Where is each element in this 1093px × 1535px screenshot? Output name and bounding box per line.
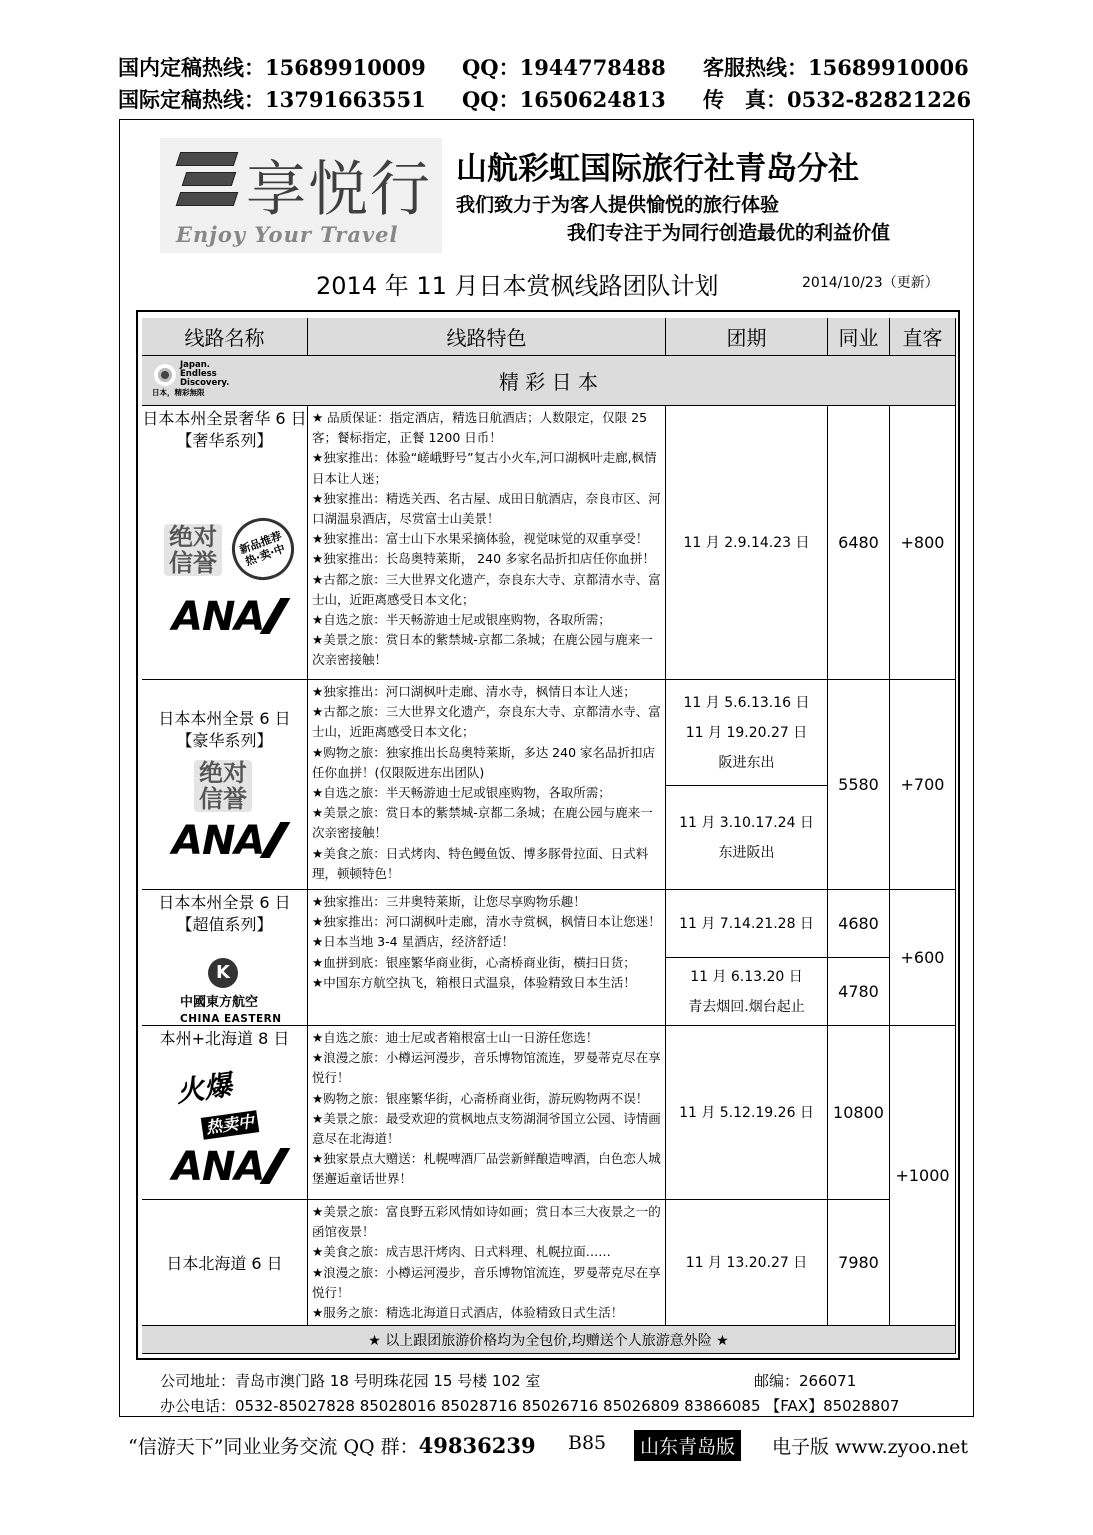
- route-1-name: 日本本州全景奢华 6 日: [142, 409, 307, 428]
- route-1-trade-price: 6480: [828, 406, 890, 680]
- feature-item: ★血拼到底：银座繁华商业街，心斋桥商业街，横扫日货；: [312, 954, 636, 970]
- date-line: 青去烟回.烟台起止: [688, 998, 805, 1015]
- price-note: ★ 以上跟团旅游价格均为全包价,均赠送个人旅游意外险 ★: [142, 1326, 956, 1354]
- slogan-1: 我们致力于为客人提供愉悦的旅行体验: [456, 194, 780, 216]
- header-route-name: 线路名称: [142, 318, 308, 356]
- route-4-5-direct-price: +1000: [890, 1026, 956, 1326]
- header-features: 线路特色: [308, 318, 666, 356]
- feature-item: ★中国东方航空执飞，箱根日式温泉，体验精致日本生活！: [312, 974, 636, 990]
- route-4-name: 本州+北海道 8 日: [159, 1029, 290, 1048]
- date-line: 11 月 19.20.27 日: [685, 724, 808, 741]
- feature-item: ★独家推出：长岛奥特莱斯， 240 多家名品折扣店任你血拼！: [312, 551, 656, 567]
- feature-item: ★美食之旅：成吉思汗烤肉、日式料理、札幌拉面……: [312, 1244, 611, 1260]
- feature-item: ★美景之旅：赏日本的紫禁城-京都二条城；在鹿公园与鹿来一次亲密接触！: [312, 805, 653, 841]
- route-3-features: [308, 890, 666, 1026]
- feature-item: ★日本当地 3-4 星酒店，经济舒适！: [312, 934, 515, 950]
- feature-item: ★美景之旅：富良野五彩风情如诗如画；赏日本三大夜景之一的函馆夜景！: [312, 1204, 661, 1240]
- route-3-name-cell: [142, 890, 308, 1026]
- airline-en: CHINA EASTERN: [180, 1013, 282, 1025]
- hot-sale-badge-sub: 热卖中: [201, 1110, 260, 1140]
- feature-item: ★美景之旅：最受欢迎的赏枫地点支笏湖洞爷国立公园、诗情画意尽在北海道！: [312, 1110, 661, 1147]
- date-line: 阪进东出: [718, 754, 775, 771]
- route-2-name-cell: [142, 680, 308, 890]
- qq-group-label: “信游天下”同业业务交流 QQ 群：: [128, 1436, 419, 1458]
- route-4-dates: 11 月 5.12.19.26 日: [666, 1026, 828, 1200]
- route-table: [136, 310, 960, 1360]
- qq-group-number: 49836239: [418, 1433, 536, 1458]
- japan-logo: [150, 360, 230, 396]
- plan-date: 2014/10/23（更新）: [802, 275, 939, 291]
- hot-sale-badge: 火爆: [173, 1068, 234, 1109]
- integrity-badge: 绝对信誉: [164, 524, 222, 576]
- qq-2: QQ：1650624813: [462, 87, 666, 112]
- route-3-dates-a: 11 月 7.14.21.28 日: [666, 890, 828, 958]
- jp-logo-line-4: 日本，精彩無限: [152, 388, 205, 397]
- route-5-trade-price: 7980: [828, 1200, 890, 1326]
- route-4-name-cell: [142, 1026, 308, 1200]
- feature-item: ★独家推出：河口湖枫叶走廊，清水寺赏枫，枫情日本让您迷！: [312, 914, 661, 930]
- route-2-trade-price: 5580: [828, 680, 890, 890]
- header-direct-price: 直客: [890, 318, 956, 356]
- airline-cn: 中國東方航空: [180, 995, 259, 1010]
- jp-logo-line-2: Endless: [180, 369, 217, 379]
- company-name: 山航彩虹国际旅行社青岛分社: [456, 151, 859, 187]
- route-3-dates-b: [666, 958, 828, 1026]
- route-5-features: [308, 1200, 666, 1326]
- date-line: 11 月 3.10.17.24 日: [679, 814, 814, 831]
- route-3-trade-price-a: 4680: [828, 890, 890, 958]
- slogan-2: 我们专注于为同行创造最优的利益价值: [567, 222, 891, 244]
- brand-logo: [160, 138, 442, 253]
- header-trade-price: 同业: [828, 318, 890, 356]
- office-phones: 办公电话：0532-85027828 85028016 85028716 85026716 85026809 83866085 【FAX】85028807: [160, 1397, 900, 1415]
- route-1-features: [308, 406, 666, 680]
- china-eastern-icon: K: [208, 958, 238, 988]
- logo-en-text: Enjoy Your Travel: [176, 222, 399, 247]
- domestic-hotline: 国内定稿热线：15689910009: [118, 55, 426, 80]
- feature-item: ★服务之旅：精选北海道日式酒店，体验精致日式生活！: [312, 1305, 624, 1321]
- section-japan: [142, 356, 956, 406]
- route-1-name-cell: [142, 406, 308, 680]
- feature-item: ★自选之旅：迪士尼或者箱根富士山一日游任您选！: [312, 1030, 599, 1045]
- feature-item: ★独家推出：体验“嵯峨野号”复古小火车,河口湖枫叶走廊,枫情日本让人迷；: [312, 450, 657, 486]
- feature-item: ★美食之旅：日式烤肉、特色鳗鱼饭、博多豚骨拉面、日式料理，顿顿特色！: [312, 845, 649, 881]
- international-hotline: 国际定稿热线：13791663551: [118, 87, 426, 112]
- route-2-features: [308, 680, 666, 890]
- feature-item: ★独家推出：富士山下水果采摘体验，视觉味觉的双重享受！: [312, 531, 649, 547]
- feature-item: ★自选之旅：半天畅游迪士尼或银座购物，各取所需；: [312, 785, 611, 801]
- route-3-trade-price-b: 4780: [828, 958, 890, 1026]
- feature-item: ★独家推出：河口湖枫叶走廊、清水寺，枫情日本让人迷；: [312, 684, 636, 699]
- ana-logo: ANA: [172, 1148, 280, 1184]
- route-2-series: 【豪华系列】: [176, 731, 273, 750]
- route-1-direct-price: +800: [890, 406, 956, 680]
- route-3-name: 日本本州全景 6 日: [158, 893, 291, 912]
- qq-group-line: [128, 1432, 536, 1459]
- route-1-series: 【奢华系列】: [176, 431, 273, 450]
- feature-item: ★美景之旅：赏日本的紫禁城-京都二条城；在鹿公园与鹿来一次亲密接触！: [312, 632, 653, 668]
- feature-item: ★独家推出：三井奥特莱斯，让您尽享购物乐趣！: [312, 894, 586, 909]
- route-5-name: 日本北海道 6 日: [166, 1253, 283, 1273]
- new-product-stamp: 新品推荐 热·卖·中: [223, 509, 302, 588]
- logo-cn-text: 享悦行: [246, 155, 432, 225]
- section-title: 精 彩 日 本: [498, 370, 599, 394]
- date-line: 11 月 5.6.13.16 日: [683, 694, 810, 711]
- feature-item: ★古都之旅：三大世界文化遗产，奈良东大寺、京都清水寺、富士山，近距离感受日本文化；: [312, 704, 661, 740]
- feature-item: ★购物之旅：银座繁华街，心斋桥商业街，游玩购物两不误！: [312, 1090, 649, 1106]
- edition-label: 山东青岛版: [634, 1430, 741, 1461]
- route-4-features: [308, 1026, 666, 1200]
- flower-icon: [154, 364, 176, 386]
- date-line: 11 月 6.13.20 日: [690, 968, 803, 985]
- feature-item: ★独家推出：精选关西、名古屋、成田日航酒店，奈良市区、河口湖温泉酒店，尽赏富士山美景！: [312, 490, 661, 527]
- books-icon: [178, 152, 238, 210]
- feature-item: ★购物之旅：独家推出长岛奥特莱斯，多达 240 家名品折扣店任你血拼！(仅限阪进东出团队): [312, 744, 656, 780]
- feature-item: ★独家景点大赠送：札幌啤酒厂品尝新鲜酿造啤酒，白色恋人城堡邂逅童话世界！: [312, 1151, 661, 1187]
- route-5-dates: 11 月 13.20.27 日: [666, 1200, 828, 1326]
- feature-item: ★ 品质保证：指定酒店，精选日航酒店；人数限定，仅限 25 客；餐标指定，正餐 1200 日币！: [312, 410, 648, 446]
- feature-item: ★自选之旅：半天畅游迪士尼或银座购物，各取所需；: [312, 612, 611, 628]
- date-line: 东进阪出: [718, 844, 775, 861]
- service-hotline: 客服热线：15689910006: [703, 55, 969, 80]
- qq-1: QQ：1944778488: [462, 55, 666, 80]
- company-address: 公司地址：青岛市澳门路 18 号明珠花园 15 号楼 102 室: [160, 1372, 541, 1390]
- route-1-dates: 11 月 2.9.14.23 日: [666, 406, 828, 680]
- ana-logo: ANA: [172, 822, 280, 858]
- page-number: B85: [568, 1432, 607, 1454]
- ana-logo: ANA: [172, 598, 280, 634]
- route-2-dates-a: [666, 680, 828, 786]
- fax: 传 真：0532-82821226: [703, 87, 972, 112]
- route-2-name: 日本本州全景 6 日: [158, 709, 291, 728]
- route-2-direct-price: +700: [890, 680, 956, 890]
- route-4-trade-price: 10800: [828, 1026, 890, 1200]
- integrity-badge: 绝对信誉: [194, 760, 252, 812]
- route-3-direct-price: +600: [890, 890, 956, 1026]
- route-5-name-cell: [142, 1200, 308, 1326]
- header-dates: 团期: [666, 318, 828, 356]
- jp-logo-line-3: Discovery.: [180, 378, 230, 388]
- feature-item: ★浪漫之旅：小樽运河漫步，音乐博物馆流连，罗曼蒂克尽在享悦行！: [312, 1050, 661, 1086]
- feature-item: ★古都之旅：三大世界文化遗产，奈良东大寺、京都清水寺、富士山，近距离感受日本文化；: [312, 571, 661, 607]
- jp-logo-line-1: Japan.: [180, 360, 210, 370]
- route-3-series: 【超值系列】: [176, 915, 273, 934]
- plan-title: 2014 年 11 月日本赏枫线路团队计划: [316, 272, 719, 300]
- route-2-dates-b: [666, 786, 828, 890]
- zip-code: 邮编：266071: [754, 1372, 857, 1390]
- feature-item: ★浪漫之旅：小樽运河漫步，音乐博物馆流连，罗曼蒂克尽在享悦行！: [312, 1264, 661, 1300]
- website-link[interactable]: 电子版 www.zyoo.net: [772, 1436, 969, 1458]
